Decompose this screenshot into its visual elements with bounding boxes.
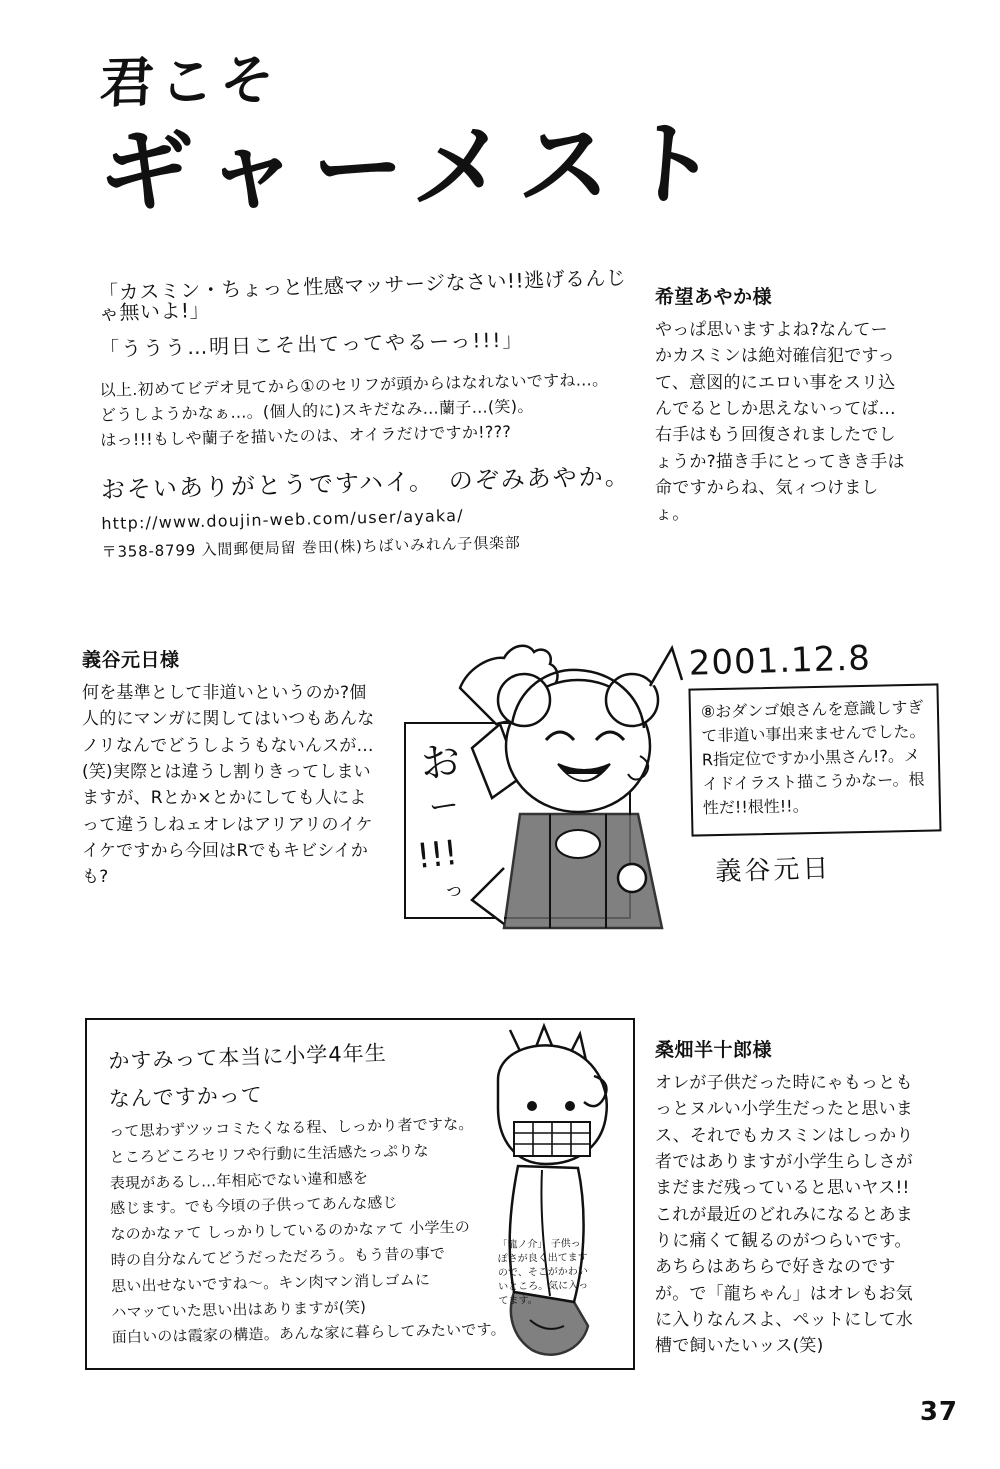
- illustration-caption: [497, 1237, 588, 1309]
- note-date: 2001.12.8: [688, 638, 872, 684]
- bottom-title-line: かすみって本当に小学4年生: [108, 1040, 387, 1074]
- note-text: ⑧おダンゴ娘さんを意識しすぎて非道い事出来ませんでした。R指定位ですか小黒さん!?。メイドイラスト描こうかなー。根性だ!!根性!!。: [700, 697, 926, 818]
- illustration-caption-text: 子供っぽさが良く出てますので、そこがかわいいところ。気に入ってます。: [497, 1238, 589, 1307]
- handwritten-letter-top: [97, 265, 641, 562]
- note-box: [688, 683, 941, 836]
- bottom-body-line: 感じます。でも今頃の子供ってあんな感じ: [109, 1193, 398, 1218]
- svg-text:お: お: [418, 738, 463, 788]
- letter-quote-2: 「ううう…明日こそ出てってやるーっ!!!」: [98, 327, 525, 362]
- page-number: 37: [919, 1397, 958, 1427]
- title-line-2: ギャーメスト: [95, 109, 736, 226]
- reply-body-yoshitani: 何を基準として非道いというのか?個人的にマンガに関してはいつもあんなノリなんでどうしようもないんスが…(笑)実際とは違うし割りきってしまいますが、Rとか×とかにしても人によって違うしねェオレはアリアリのイケイケですから今回はRでもキビシイかも?: [82, 683, 375, 888]
- recipient-name-yoshitani: 義谷元日様: [82, 649, 180, 671]
- bottom-body-line: ところどころセリフや行動に生活感たっぷりな: [109, 1141, 429, 1167]
- letter-address: 〒358-8799 入間郵便局留 巻田(株)ちばいみれん子倶楽部: [101, 534, 521, 562]
- recipient-name-kuwabatake: 桑畑半十郎様: [655, 1039, 773, 1061]
- dated-note-card: [689, 638, 942, 886]
- handwritten-letter-bottom: [108, 1037, 532, 1349]
- letter-body-line: 以上.初めてビデオ見てから①のセリフが頭からはなれないですね…。: [99, 370, 609, 400]
- bottom-body-line: 表現があるし…年相応でない違和感を: [109, 1168, 369, 1192]
- svg-text:!!!: !!!: [414, 832, 460, 877]
- reply-column-kuwabatake: [655, 1035, 920, 1360]
- bottom-body-line: 面白いのは霞家の構造。あんな家に暮らしてみたいです。: [111, 1320, 506, 1347]
- letter-body-line: はっ!!!もしや蘭子を描いたのは、オイラだけですか!???: [100, 421, 512, 450]
- svg-text:ー: ー: [427, 788, 461, 826]
- illustration-svg-middle: [400, 628, 720, 968]
- bottom-body-line: なのかなァて しっかりしているのかなァて 小学生の: [110, 1218, 471, 1244]
- bottom-body-line: ハマッていた思い出はありますが(笑): [111, 1297, 367, 1321]
- letter-quote-1: 「カスミン・ちょっと性感マッサージなさい!!逃げるんじゃ無いよ!」: [97, 265, 627, 326]
- illustration-kasumin-cheering: [400, 628, 720, 968]
- bottom-title-line: なんですかって: [108, 1082, 264, 1111]
- letter-url: http://www.doujin-web.com/user/ayaka/: [101, 506, 464, 534]
- reply-column-ayaka: [655, 282, 905, 528]
- reply-column-yoshitani: [82, 645, 382, 891]
- recipient-name-ayaka: 希望あやか様: [655, 286, 773, 308]
- note-signature: 義谷元日: [714, 853, 832, 888]
- svg-text:っ: っ: [444, 877, 464, 901]
- illustration-caption-label: 「龍ノ介」: [497, 1238, 548, 1251]
- reply-body-ayaka: やっぱ思いますよね?なんてーかカスミンは絶対確信犯ですって、意図的にエロい事をスリ込んでるとしか思えないってば…右手はもう回復されましたでしょうか?描き手にとってきき手は命ですからね、気ィつけましょ。: [655, 320, 905, 525]
- illustration-svg-bottom: [470, 1020, 645, 1365]
- page-title: [95, 48, 930, 226]
- bottom-body-line: 時の自分なんてどうだっただろう。もう昔の事で: [110, 1244, 446, 1270]
- bottom-body-line: 思い出せないですね〜。キン肉マン消しゴムに: [110, 1270, 431, 1296]
- letter-signature: おそいありがとうですハイ。 のぞみあやか。: [100, 462, 632, 505]
- title-line-1: 君こそ: [98, 48, 282, 115]
- bottom-body-line: って思わずツッコミたくなる程、しっかり者ですな。: [109, 1114, 474, 1141]
- reply-body-kuwabatake: オレが子供だった時にゃもっともっとヌルい小学生だったと思いまス、それでもカスミンはしっかり者ではありますが小学生らしさがまだまだ残っていると思いヤス!!これが最近のどれみになるとあまりに痛くて観るのがつらいです。あちらはあちらで好きなのですが。で「龍ちゃん」はオレもお気に入りなんスよ、ペットにして水槽で飼いたいッス(笑): [655, 1073, 914, 1357]
- illustration-ryunosuke: [470, 1020, 645, 1365]
- letter-body-line: どうしようかなぁ…。(個人的に)スキだなみ…蘭子…(笑)。: [99, 396, 534, 425]
